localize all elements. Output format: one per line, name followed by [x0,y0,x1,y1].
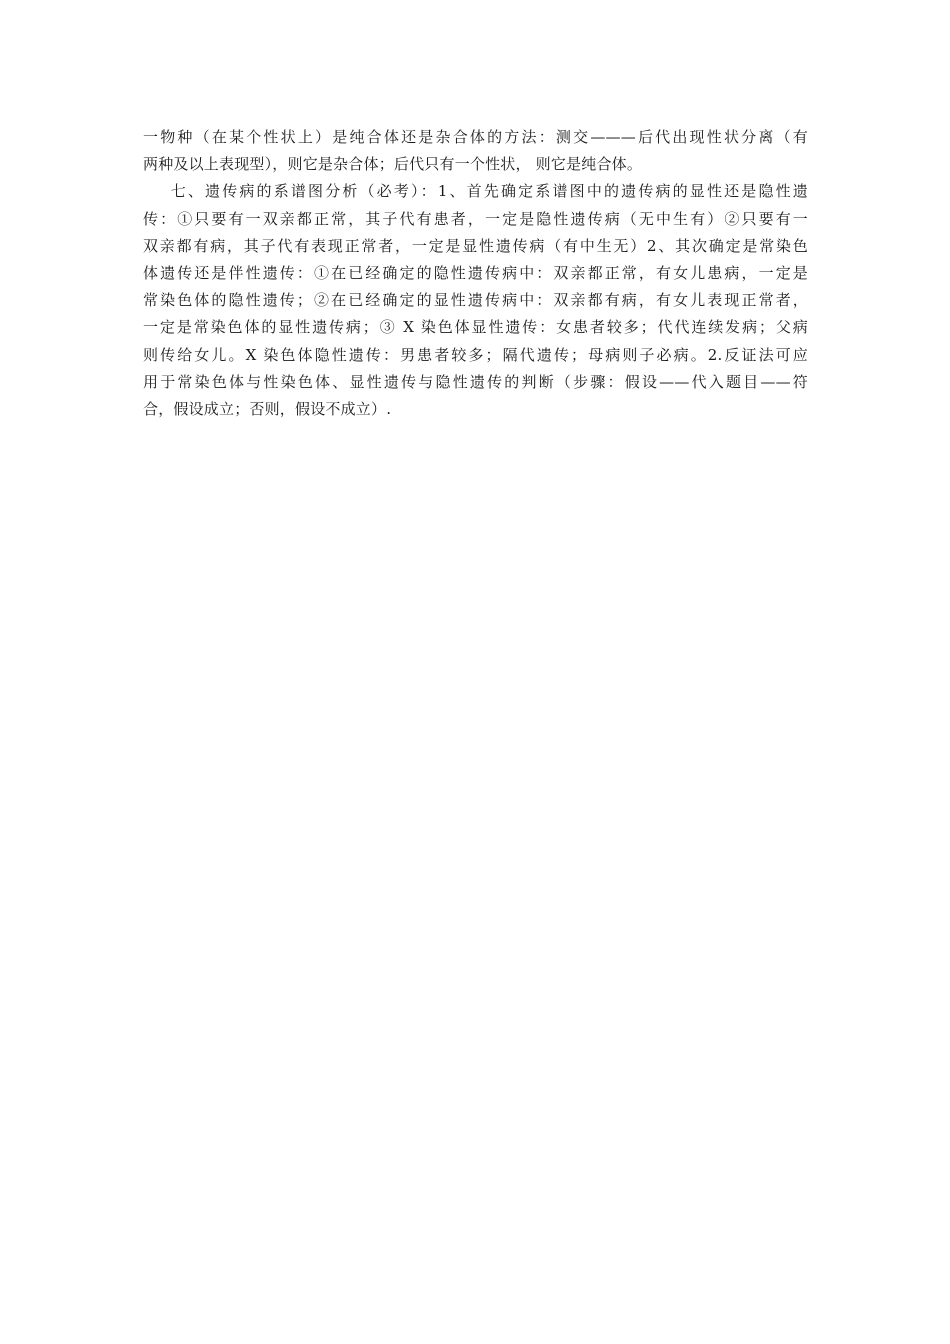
text-line: 用于常染色体与性染色体、显性遗传与隐性遗传的判断（步骤：假设——代入题目——符 [143,372,808,391]
text-line: 体遗传还是伴性遗传：①在已经确定的隐性遗传病中：双亲都正常，有女儿患病，一定是 [143,263,808,282]
text-line: 两种及以上表现型），则它是杂合体；后代只有一个性状， 则它是纯合体。 [143,155,643,174]
paragraph-testcross [143,124,808,178]
text-line: 合，假设成立；否则，假设不成立）. [143,399,392,418]
text-line: 则传给女儿。X 染色体隐性遗传：男患者较多；隔代遗传；母病则子必病。2.反证法可应 [143,345,808,364]
document-body [143,124,808,423]
text-line: 传：①只要有一双亲都正常，其子代有患者，一定是隐性遗传病（无中生有）②只要有一 [143,209,808,228]
text-line: 常染色体的隐性遗传；②在已经确定的显性遗传病中：双亲都有病，有女儿表现正常者， [143,291,808,310]
text-line: 七、遗传病的系谱图分析（必考）：1、首先确定系谱图中的遗传病的显性还是隐性遗 [143,182,808,201]
text-line: 一物种（在某个性状上）是纯合体还是杂合体的方法：测交———后代出现性状分离（有 [143,128,808,146]
paragraph-pedigree-analysis [143,178,808,423]
text-line: 一定是常染色体的显性遗传病；③ X 染色体显性遗传：女患者较多；代代连续发病；父病 [143,318,808,337]
text-line: 双亲都有病，其子代有表现正常者，一定是显性遗传病（有中生无）2、其次确定是常染色 [143,236,808,255]
